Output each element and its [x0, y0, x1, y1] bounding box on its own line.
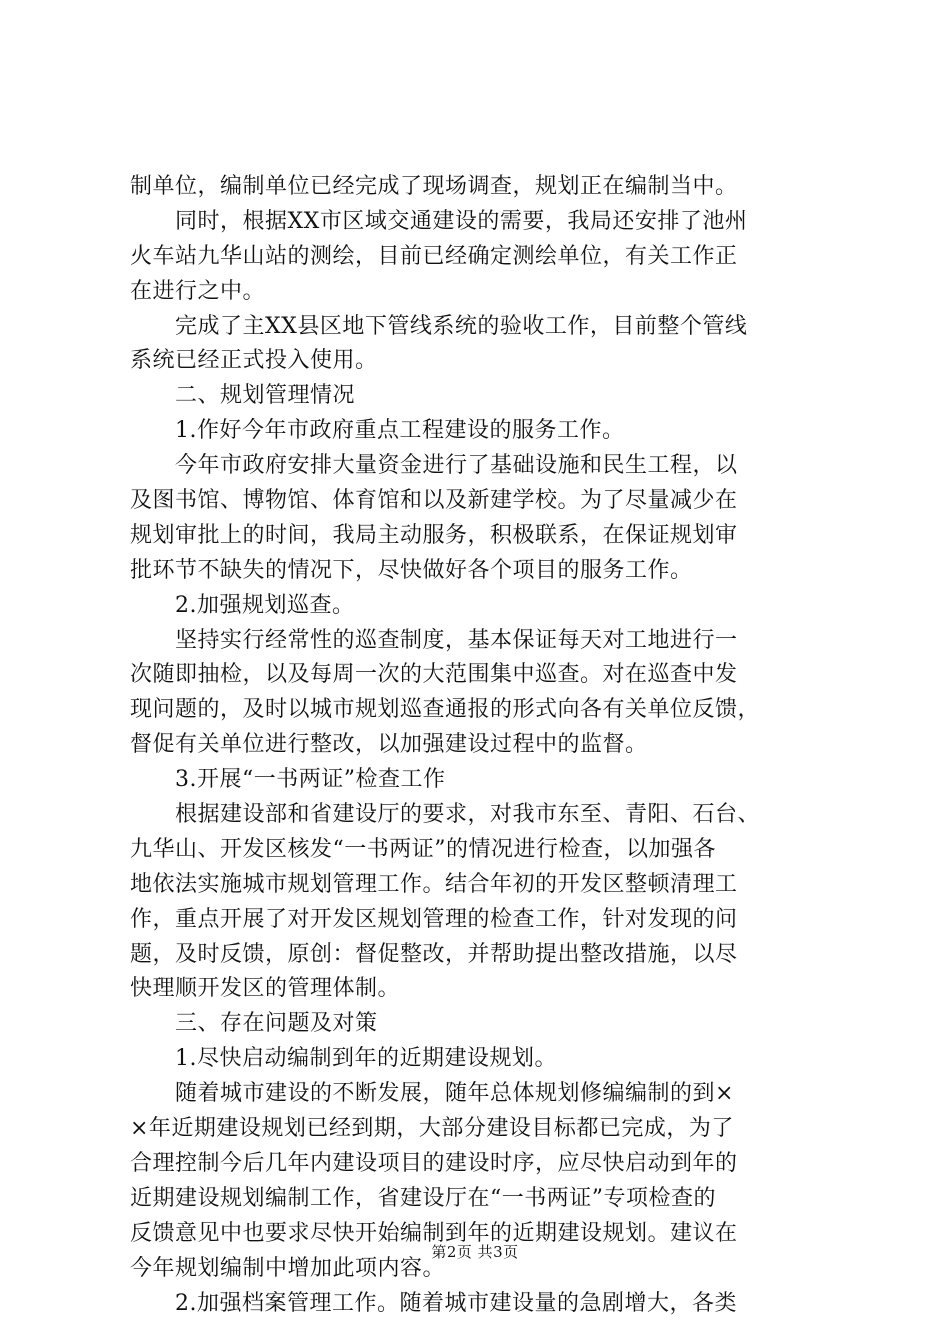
page-footer: 第2页 共3页: [431, 1243, 519, 1261]
text-line: 根据建设部和省建设厅的要求，对我市东至、青阳、石台、: [130, 802, 761, 828]
text-line: 今年市政府安排大量资金进行了基础设施和民生工程，以: [130, 453, 738, 479]
text-line: 在进行之中。: [130, 278, 266, 304]
text-line: 完成了主XX县区地下管线系统的验收工作，目前整个管线: [130, 313, 748, 339]
text-line: 随着城市建设的不断发展，随年总体规划修编编制的到×: [130, 1081, 734, 1107]
text-line: 批环节不缺失的情况下，尽快做好各个项目的服务工作。: [130, 557, 693, 583]
text-line: 次随即抽检，以及每周一次的大范围集中巡查。对在巡查中发: [130, 662, 738, 688]
text-line: 现问题的，及时以城市规划巡查通报的形式向各有关单位反馈，: [130, 697, 761, 723]
text-line: 规划审批上的时间，我局主动服务，积极联系，在保证规划审: [130, 522, 738, 548]
text-line: 今年规划编制中增加此项内容。: [130, 1255, 446, 1281]
text-line: 系统已经正式投入使用。: [130, 348, 378, 374]
text-line: 2.加强档案管理工作。随着城市建设量的急剧增大，各类: [130, 1290, 737, 1316]
text-line: 3.开展“一书两证”检查工作: [130, 767, 446, 793]
text-line: 地依法实施城市规划管理工作。结合年初的开发区整顿清理工: [130, 871, 738, 897]
text-line: 近期建设规划编制工作，省建设厅在“一书两证”专项检查的: [130, 1185, 716, 1211]
document-body: [130, 170, 830, 1321]
text-line: 题，及时反馈，原创：督促整改，并帮助提出整改措施，以尽: [130, 941, 738, 967]
text-line: 火车站九华山站的测绘，目前已经确定测绘单位，有关工作正: [130, 243, 738, 269]
text-line: 督促有关单位进行整改，以加强建设过程中的监督。: [130, 732, 648, 758]
text-line: 九华山、开发区核发“一书两证”的情况进行检查，以加强各: [130, 836, 716, 862]
text-line: 三、存在问题及对策: [130, 1011, 378, 1037]
text-line: 坚持实行经常性的巡查制度，基本保证每天对工地进行一: [130, 627, 738, 653]
text-line: 2.加强规划巡查。: [130, 592, 355, 618]
text-line: ×年近期建设规划已经到期，大部分建设目标都已完成，为了: [130, 1116, 734, 1142]
text-line: 制单位，编制单位已经完成了现场调查，规划正在编制当中。: [130, 174, 738, 199]
text-line: 及图书馆、博物馆、体育馆和以及新建学校。为了尽量减少在: [130, 488, 738, 514]
text-line: 二、规划管理情况: [130, 383, 356, 409]
text-line: 快理顺开发区的管理体制。: [130, 976, 401, 1002]
text-line: 反馈意见中也要求尽快开始编制到年的近期建设规划。建议在: [130, 1220, 738, 1246]
text-line: 合理控制今后几年内建设项目的建设时序，应尽快启动到年的: [130, 1150, 738, 1176]
text-line: 1.尽快启动编制到年的近期建设规划。: [130, 1046, 557, 1072]
text-line: 1.作好今年市政府重点工程建设的服务工作。: [130, 418, 625, 444]
text-line: 同时，根据XX市区域交通建设的需要，我局还安排了池州: [130, 208, 748, 234]
text-line: 作，重点开展了对开发区规划管理的检查工作，针对发现的问: [130, 906, 738, 932]
